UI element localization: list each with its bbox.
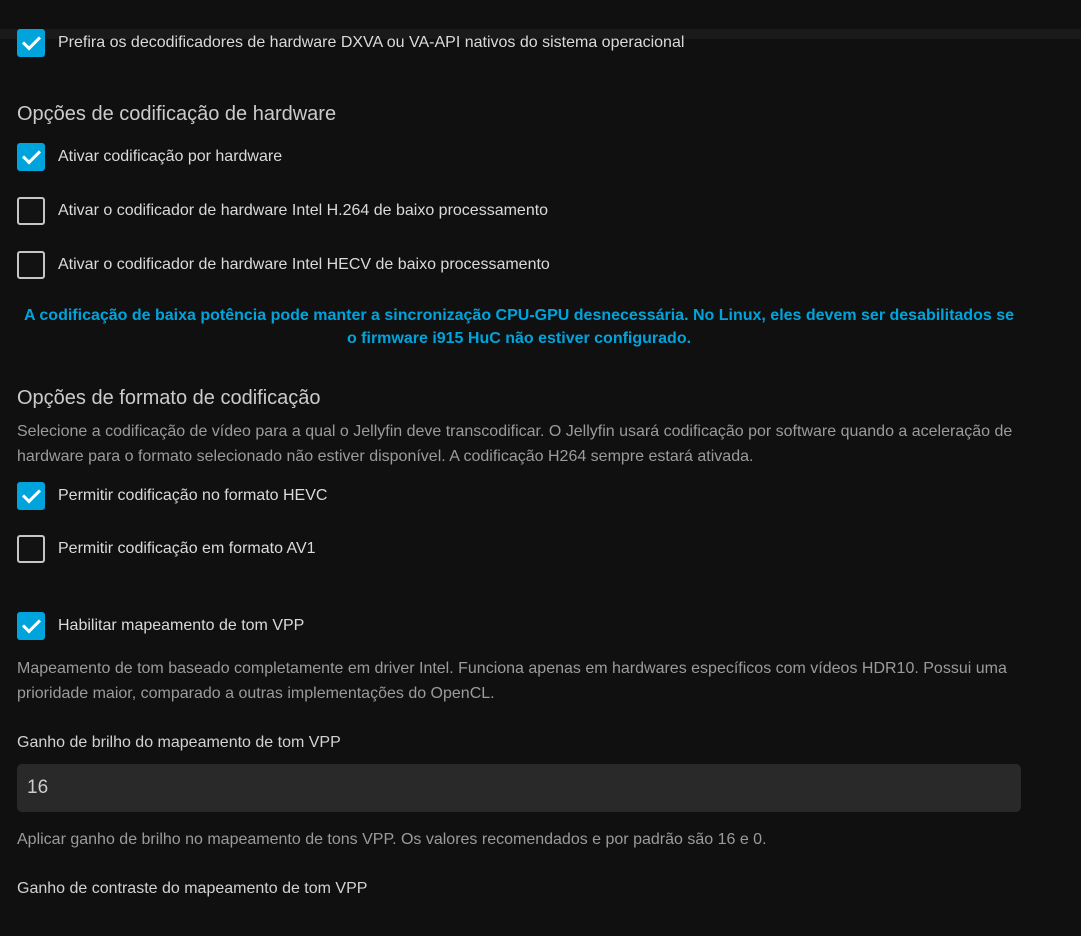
intel-h264-lowpower-label[interactable]: Ativar o codificador de hardware Intel H.264 de baixo processamento [58,202,549,219]
enable-vpp-tone-mapping-checkbox[interactable] [17,612,45,640]
allow-av1-encoding-checkbox[interactable] [17,535,45,563]
prefer-native-decoders-checkbox[interactable] [17,29,45,57]
encoding-format-section-title: Opções de formato de codificação [17,387,321,409]
enable-vpp-tone-mapping-label[interactable]: Habilitar mapeamento de tom VPP [58,617,305,634]
intel-hevc-lowpower-label[interactable]: Ativar o codificador de hardware Intel HECV de baixo processamento [58,256,550,273]
checkbox-row-enable-vpp-tone-mapping [17,612,1021,640]
checkbox-row-intel-hevc-lowpower [17,251,1021,279]
intel-hevc-lowpower-checkbox[interactable] [17,251,45,279]
checkbox-row-intel-h264-lowpower [17,197,1021,225]
vpp-tone-mapping-description: Mapeamento de tom baseado completamente em driver Intel. Funciona apenas em hardwares específicos com vídeos HDR10. Possui uma prioridade maior, comparado a outras implementações do OpenCL. [17,660,1007,702]
allow-hevc-encoding-label[interactable]: Permitir codificação no formato HEVC [58,487,328,504]
checkbox-row-allow-av1 [17,535,1021,563]
vpp-brightness-gain-description: Aplicar ganho de brilho no mapeamento de tons VPP. Os valores recomendados e por padrão são 16 e 0. [17,831,767,848]
allow-hevc-encoding-checkbox[interactable] [17,482,45,510]
checkbox-row-enable-hardware-encoding [17,143,1021,171]
checkbox-row-prefer-native-decoders [17,29,1021,57]
checkbox-row-allow-hevc [17,482,1021,510]
vpp-brightness-gain-input[interactable] [17,764,1021,812]
allow-av1-encoding-label[interactable]: Permitir codificação em formato AV1 [58,540,316,557]
vpp-contrast-gain-label: Ganho de contraste do mapeamento de tom VPP [17,880,368,897]
enable-hardware-encoding-checkbox[interactable] [17,143,45,171]
hardware-encoding-section-title: Opções de codificação de hardware [17,103,337,125]
vpp-brightness-gain-label: Ganho de brilho do mapeamento de tom VPP [17,734,341,751]
enable-hardware-encoding-label[interactable]: Ativar codificação por hardware [58,148,283,165]
prefer-native-decoders-label[interactable]: Prefira os decodificadores de hardware DXVA ou VA-API nativos do sistema operacional [58,34,685,51]
encoding-format-description: Selecione a codificação de vídeo para a qual o Jellyfin deve transcodificar. O Jellyfin usará codificação por software quando a aceleração de hardware para o formato selecionado não estiver disponível. A codificação H264 sempre estará ativada. [17,423,1013,465]
transcoding-settings-form [17,29,1021,900]
intel-h264-lowpower-checkbox[interactable] [17,197,45,225]
low-power-encoding-warning: A codificação de baixa potência pode manter a sincronização CPU-GPU desnecessária. No Linux, eles devem ser desabilitados se o firmware i915 HuC não estiver configurado. [24,307,1014,347]
